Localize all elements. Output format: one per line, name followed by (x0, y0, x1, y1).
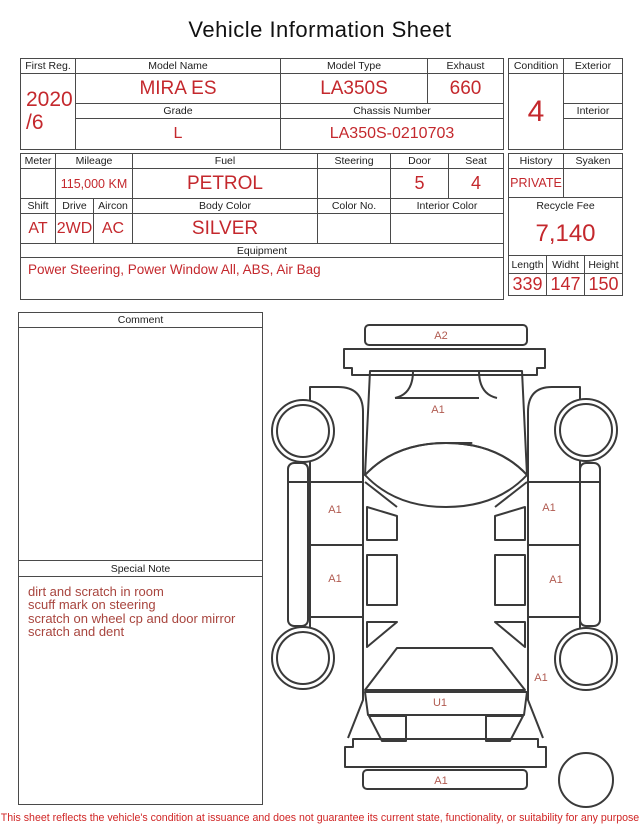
exterior-value (564, 74, 622, 104)
disclaimer-text: This sheet reflects the vehicle's condition at issuance and does not guarantee its current state, functionality, or suitability for any purpose (0, 812, 640, 824)
fuel-label: Fuel (133, 154, 318, 169)
damage-label-right-rear-quarter: A1 (534, 672, 548, 684)
comment-label: Comment (19, 313, 262, 328)
exterior-label: Exterior (564, 59, 622, 74)
width-value: 147 (547, 274, 585, 295)
damage-label-hood: A1 (431, 404, 445, 416)
shift-value: AT (21, 214, 56, 244)
color-no-label: Color No. (318, 199, 391, 214)
body-color-value: SILVER (133, 214, 318, 244)
wheel-front-left (272, 400, 334, 462)
first-reg-value (21, 74, 76, 149)
first-reg-year: 2020 (26, 87, 73, 111)
model-type-value: LA350S (281, 74, 428, 104)
recycle-fee-value: 7,140 (509, 213, 622, 256)
history-table (508, 153, 623, 296)
condition-label: Condition (509, 59, 564, 74)
damage-label-right-front-door: A1 (542, 502, 556, 514)
special-note-line: scratch on wheel cp and door mirror (28, 610, 236, 626)
left-sill (288, 463, 308, 626)
page-title: Vehicle Information Sheet (188, 17, 452, 42)
special-note-line: scuff mark on steering (28, 597, 156, 613)
model-name-label: Model Name (76, 59, 281, 74)
comment-panel (18, 312, 263, 805)
spare-tire (559, 753, 613, 807)
meter-label: Meter (21, 154, 56, 169)
wheel-rear-right (555, 628, 617, 690)
model-name-value: MIRA ES (76, 74, 281, 104)
details-table (20, 153, 504, 300)
drive-label: Drive (56, 199, 94, 214)
mileage-value: 115,000 KM (56, 169, 133, 199)
vehicle-id-table (20, 58, 504, 150)
length-label: Length (509, 256, 547, 274)
damage-label-rear-bumper: A1 (434, 775, 448, 787)
damage-label-left-front-door: A1 (328, 504, 342, 516)
roof (365, 443, 527, 507)
height-label: Height (585, 256, 622, 274)
history-label: History (509, 154, 564, 169)
right-taillight (486, 716, 523, 741)
seat-value: 4 (449, 169, 503, 199)
wheel-front-right (555, 399, 617, 461)
chassis-number-label: Chassis Number (281, 104, 503, 119)
car-diagram (260, 310, 640, 810)
damage-label-left-rear-door: A1 (328, 573, 342, 585)
right-rear-seat (495, 555, 525, 605)
aircon-label: Aircon (94, 199, 133, 214)
condition-value: 4 (509, 74, 564, 149)
damage-label-front-bumper-strip: A2 (434, 330, 448, 342)
damage-label-right-rear-door: A1 (549, 574, 563, 586)
grade-value: L (76, 119, 281, 149)
recycle-fee-label: Recycle Fee (536, 199, 595, 212)
length-value: 339 (509, 274, 547, 295)
interior-label: Interior (564, 104, 622, 119)
chassis-number-value: LA350S-0210703 (329, 125, 455, 142)
right-sill (580, 463, 600, 626)
seat-label: Seat (449, 154, 503, 169)
syaken-value (564, 169, 622, 198)
history-value: PRIVATE (509, 169, 564, 198)
special-note-body (19, 577, 262, 647)
mileage-label: Mileage (56, 154, 133, 169)
shift-label: Shift (21, 199, 56, 214)
equipment-value: Power Steering, Power Window All, ABS, Air Bag (28, 262, 321, 277)
interior-color-value (391, 214, 503, 244)
aircon-value: AC (94, 214, 133, 244)
interior-color-label: Interior Color (391, 199, 503, 214)
interior-value (564, 119, 622, 149)
damage-label-trunk: U1 (432, 697, 448, 709)
color-no-value (318, 214, 391, 244)
left-front-seat (367, 507, 397, 540)
body-color-label: Body Color (133, 199, 318, 214)
comment-body (19, 328, 262, 560)
grade-label: Grade (76, 104, 281, 119)
steering-label: Steering (318, 154, 391, 169)
syaken-label: Syaken (564, 154, 622, 169)
rear-bumper (345, 739, 546, 767)
rear-window (365, 648, 525, 690)
drive-value: 2WD (56, 214, 94, 244)
left-rear-seat (367, 555, 397, 605)
special-note-label: Special Note (19, 560, 262, 577)
fuel-value: PETROL (133, 169, 318, 199)
door-value: 5 (391, 169, 449, 199)
exhaust-label: Exhaust (428, 59, 503, 74)
meter-value (21, 169, 56, 199)
door-label: Door (391, 154, 449, 169)
equipment-label: Equipment (21, 244, 503, 258)
height-value: 150 (588, 274, 619, 294)
first-reg-month: /6 (26, 110, 44, 134)
width-label: Widht (547, 256, 585, 274)
steering-value (318, 169, 391, 199)
special-note-line: dirt and scratch in room (28, 584, 164, 599)
first-reg-label: First Reg. (21, 59, 76, 74)
hood (365, 371, 527, 475)
wheel-rear-left (272, 627, 334, 689)
exhaust-value: 660 (428, 74, 503, 104)
special-note-line: scratch and dent (28, 624, 125, 640)
right-front-seat (495, 507, 525, 540)
left-taillight (369, 716, 406, 741)
condition-table (508, 58, 623, 150)
model-type-label: Model Type (281, 59, 428, 74)
